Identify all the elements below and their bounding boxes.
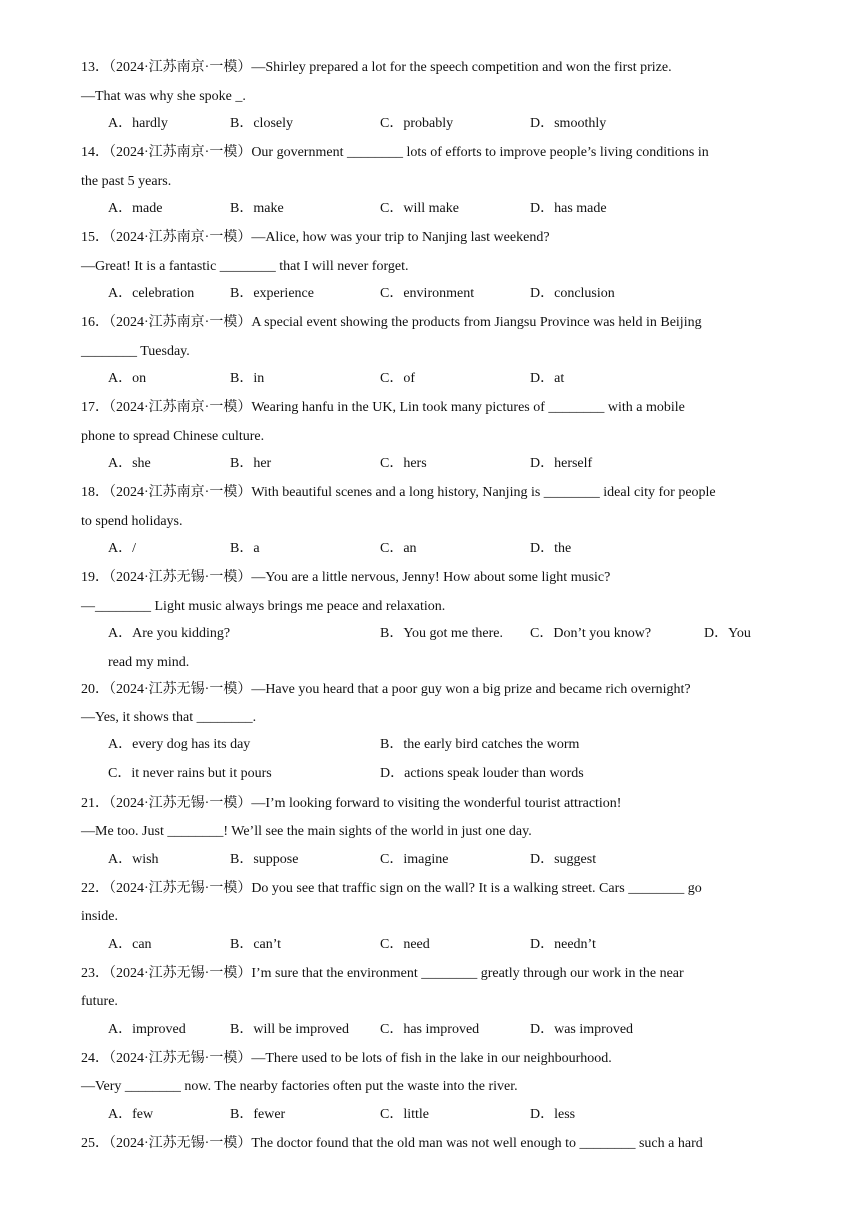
question-23-line-1: 23．（2024·江苏无锡·一模）I’m sure that the environment ________ greatly through our work in the near xyxy=(81,966,684,981)
question-18-option-c: C．an xyxy=(380,541,417,556)
question-14-option-a: A．made xyxy=(108,201,163,216)
question-16-option-a: A．on xyxy=(108,371,147,386)
question-17-line-1: 17．（2024·江苏南京·一模）Wearing hanfu in the UK, Lin took many pictures of ________ with a mobile xyxy=(81,400,685,415)
question-21-line-2: —Me too. Just ________! We’ll see the main sights of the world in just one day. xyxy=(81,824,532,839)
question-13-option-a: A．hardly xyxy=(108,116,168,131)
question-23-option-b: B．will be improved xyxy=(230,1022,349,1037)
question-24-line-2: —Very ________ now. The nearby factories often put the waste into the river. xyxy=(81,1079,518,1094)
question-21-line-1: 21．（2024·江苏无锡·一模）—I’m looking forward to visiting the wonderful tourist attraction! xyxy=(81,796,622,811)
question-20-option-a: A．every dog has its day xyxy=(108,737,251,752)
question-24-option-a: A．few xyxy=(108,1107,154,1122)
question-17-option-b: B．her xyxy=(230,456,272,471)
question-19-option-d: D．You xyxy=(704,626,751,641)
question-18-option-b: B．a xyxy=(230,541,260,556)
question-18-option-d: D．the xyxy=(530,541,572,556)
question-19-line-1: 19．（2024·江苏无锡·一模）—You are a little nervous, Jenny! How about some light music? xyxy=(81,570,611,585)
question-20-option-c: C．it never rains but it pours xyxy=(108,766,272,781)
question-14-option-b: B．make xyxy=(230,201,284,216)
question-24-option-c: C．little xyxy=(380,1107,429,1122)
question-16-option-d: D．at xyxy=(530,371,565,386)
question-23-option-d: D．was improved xyxy=(530,1022,634,1037)
question-19-option-c: C．Don’t you know? xyxy=(530,626,652,641)
question-19-option-b: B．You got me there. xyxy=(380,626,504,641)
question-13-option-c: C．probably xyxy=(380,116,454,131)
question-16-line-2: ________ Tuesday. xyxy=(81,344,190,359)
question-17-option-d: D．herself xyxy=(530,456,593,471)
question-21-option-b: B．suppose xyxy=(230,852,299,867)
question-17-option-a: A．she xyxy=(108,456,151,471)
question-22-option-d: D．needn’t xyxy=(530,937,596,952)
question-16-option-b: B．in xyxy=(230,371,265,386)
question-23-option-a: A．improved xyxy=(108,1022,186,1037)
question-24-option-d: D．less xyxy=(530,1107,576,1122)
question-24-line-1: 24．（2024·江苏无锡·一模）—There used to be lots of fish in the lake in our neighbourhood. xyxy=(81,1051,612,1066)
question-21-option-d: D．suggest xyxy=(530,852,597,867)
question-15-option-b: B．experience xyxy=(230,286,314,301)
question-18-line-1: 18．（2024·江苏南京·一模）With beautiful scenes and a long history, Nanjing is ________ ideal city for people xyxy=(81,485,716,500)
question-25-line-1: 25．（2024·江苏无锡·一模）The doctor found that the old man was not well enough to ________ such a hard xyxy=(81,1136,703,1151)
question-20-option-b: B．the early bird catches the worm xyxy=(380,737,580,752)
question-23-option-c: C．has improved xyxy=(380,1022,480,1037)
question-22-option-a: A．can xyxy=(108,937,152,952)
question-15-option-a: A．celebration xyxy=(108,286,195,301)
question-19-option-d-continued: read my mind. xyxy=(108,655,190,670)
question-20-line-2: —Yes, it shows that ________. xyxy=(81,710,257,725)
question-16-option-c: C．of xyxy=(380,371,415,386)
question-18-option-a: A．/ xyxy=(108,541,136,556)
question-19-line-2: —________ Light music always brings me peace and relaxation. xyxy=(81,599,446,614)
question-18-line-2: to spend holidays. xyxy=(81,514,183,529)
question-22-line-1: 22．（2024·江苏无锡·一模）Do you see that traffic sign on the wall? It is a walking street. Cars ________ go xyxy=(81,881,702,896)
question-17-option-c: C．hers xyxy=(380,456,427,471)
question-24-option-b: B．fewer xyxy=(230,1107,286,1122)
question-15-line-2: —Great! It is a fantastic ________ that I will never forget. xyxy=(81,259,409,274)
question-16-line-1: 16．（2024·江苏南京·一模）A special event showing the products from Jiangsu Province was held in Beijing xyxy=(81,315,702,330)
question-13-line-1: 13．（2024·江苏南京·一模）—Shirley prepared a lot for the speech competition and won the first prize. xyxy=(81,60,672,75)
question-17-line-2: phone to spread Chinese culture. xyxy=(81,429,265,444)
question-13-option-b: B．closely xyxy=(230,116,293,131)
question-22-option-c: C．need xyxy=(380,937,430,952)
question-22-option-b: B．can’t xyxy=(230,937,282,952)
question-13-line-2: —That was why she spoke _. xyxy=(81,89,246,104)
question-14-line-2: the past 5 years. xyxy=(81,174,172,189)
question-22-line-2: inside. xyxy=(81,909,118,924)
question-14-option-d: D．has made xyxy=(530,201,607,216)
question-23-line-2: future. xyxy=(81,994,118,1009)
question-21-option-a: A．wish xyxy=(108,852,159,867)
question-15-option-d: D．conclusion xyxy=(530,286,615,301)
question-21-option-c: C．imagine xyxy=(380,852,449,867)
question-14-option-c: C．will make xyxy=(380,201,459,216)
question-14-line-1: 14．（2024·江苏南京·一模）Our government ________ lots of efforts to improve people’s living conditions in xyxy=(81,145,709,160)
question-15-line-1: 15．（2024·江苏南京·一模）—Alice, how was your trip to Nanjing last weekend? xyxy=(81,230,550,245)
question-20-line-1: 20．（2024·江苏无锡·一模）—Have you heard that a poor guy won a big prize and became rich overnight? xyxy=(81,682,691,697)
question-15-option-c: C．environment xyxy=(380,286,475,301)
question-13-option-d: D．smoothly xyxy=(530,116,607,131)
question-19-option-a: A．Are you kidding? xyxy=(108,626,231,641)
question-20-option-d: D．actions speak louder than words xyxy=(380,766,584,781)
